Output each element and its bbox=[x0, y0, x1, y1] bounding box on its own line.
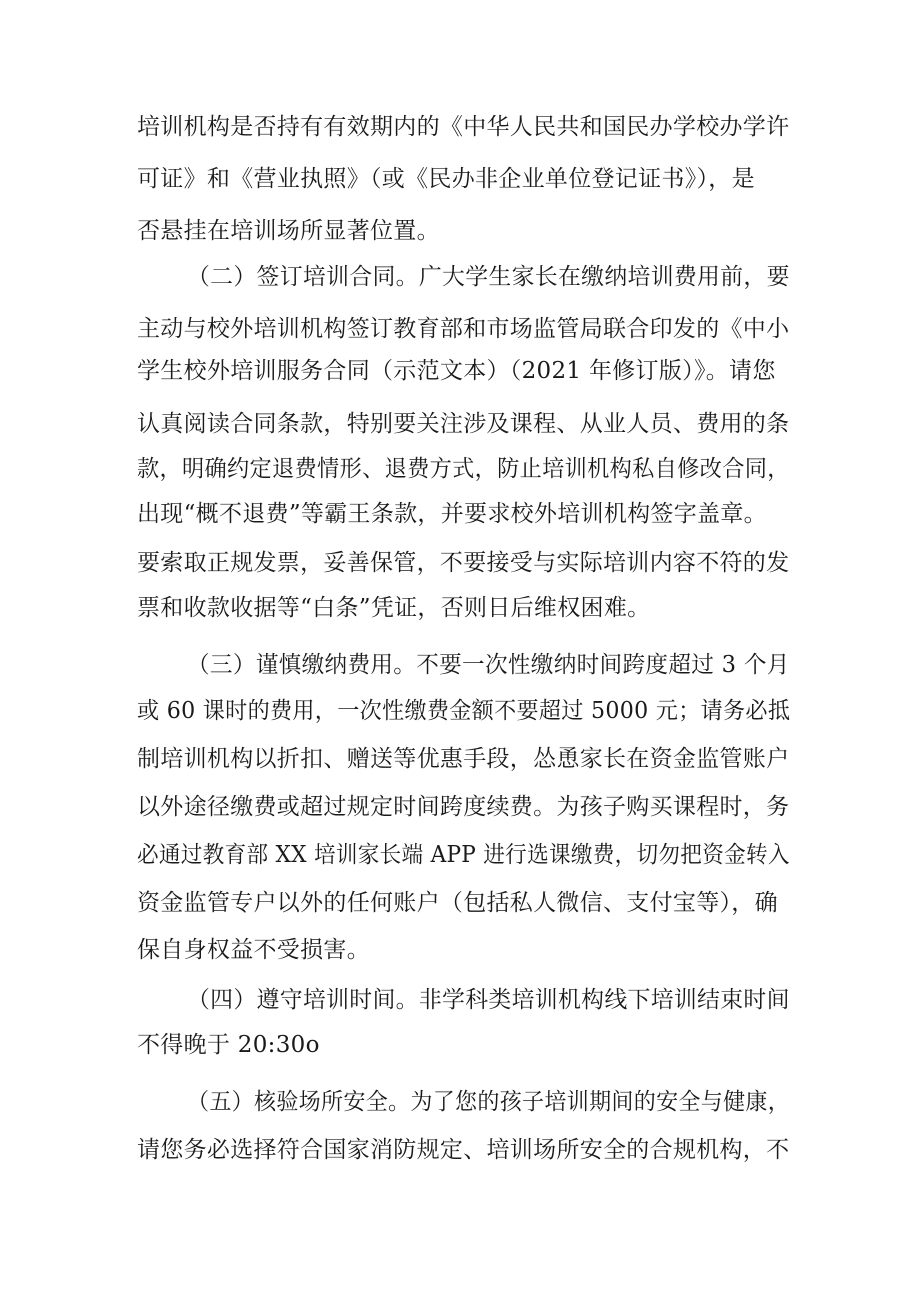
text-line: 制培训机构以折扣、赠送等优惠手段，怂恿家长在资金监管账户 bbox=[137, 746, 790, 772]
text-line: 认真阅读合同条款，特别要关注涉及课程、从业人员、费用的条 bbox=[137, 411, 790, 437]
text-line: 可证》和《营业执照》（或《民办非企业单位登记证书》），是 bbox=[137, 166, 755, 192]
text-line: 或 60 课时的费用，一次性缴费金额不要超过 5000 元；请务必抵 bbox=[137, 698, 791, 724]
text-line: 否悬挂在培训场所显著位置。 bbox=[137, 218, 440, 244]
text-line: 出现“概不退费”等霸王条款，并要求校外培训机构签字盖章。 bbox=[137, 501, 767, 527]
text-line: 保自身权益不受损害。 bbox=[137, 937, 370, 963]
text-line: 以外途径缴费或超过规定时间跨度续费。为孩子购买课程时，务 bbox=[137, 794, 790, 820]
text-line: （三）谨慎缴纳费用。不要一次性缴纳时间跨度超过 3 个月 bbox=[187, 652, 790, 678]
text-line: 款，明确约定退费情形、退费方式，防止培训机构私自修改合同， bbox=[137, 456, 790, 482]
text-line: （五）核验场所安全。为了您的孩子培训期间的安全与健康， bbox=[187, 1089, 791, 1115]
text-line: 请您务必选择符合国家消防规定、培训场所安全的合规机构，不 bbox=[137, 1137, 790, 1163]
text-line: 票和收款收据等“白条”凭证，否则日后维权困难。 bbox=[137, 595, 651, 621]
text-line: 主动与校外培训机构签订教育部和市场监管局联合印发的《中小 bbox=[137, 316, 790, 342]
text-line: 要索取正规发票，妥善保管，不要接受与实际培训内容不符的发 bbox=[137, 550, 790, 576]
text-line: 培训机构是否持有有效期内的《中华人民共和国民办学校办学许 bbox=[137, 114, 790, 140]
text-line: （二）签订培训合同。广大学生家长在缴纳培训费用前，要 bbox=[187, 264, 790, 290]
text-line: 不得晚于 20:30o bbox=[137, 1032, 320, 1058]
text-line: 必通过教育部 XX 培训家长端 APP 进行选课缴费，切勿把资金转入 bbox=[137, 842, 790, 868]
text-line: 资金监管专户以外的任何账户（包括私人微信、支付宝等），确 bbox=[137, 890, 778, 916]
text-line: （四）遵守培训时间。非学科类培训机构线下培训结束时间 bbox=[187, 987, 790, 1013]
text-line: 学生校外培训服务合同（示范文本）（2021 年修订版）》。请您 bbox=[137, 358, 776, 384]
